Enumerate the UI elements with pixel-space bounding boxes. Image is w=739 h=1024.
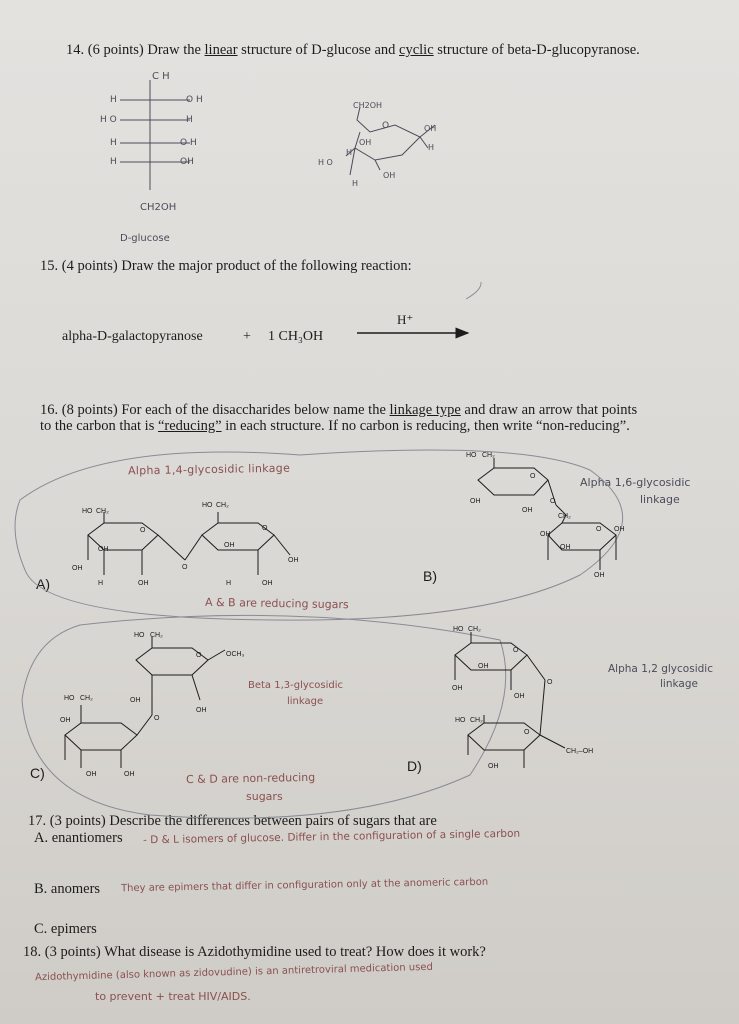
q18-answer-line-2: to prevent + treat HIV/AIDS. (95, 990, 251, 1003)
q17-a-answer: - D & L isomers of glucose. Differ in the configuration of a single carbon (142, 827, 521, 847)
b-oh-5: OH (560, 544, 571, 551)
d-ch2oh: CH₂–OH (566, 748, 594, 755)
c-oh-4: OH (86, 771, 97, 778)
q16-number: 16. (40, 402, 59, 418)
fischer-top: C H (152, 71, 170, 82)
answer-b-linkage: Alpha 1,6-glycosidic (580, 476, 691, 489)
q16-line1-pre: (8 points) For each of the disaccharides below name the (61, 402, 386, 418)
a-o-link: O (182, 564, 188, 571)
q17-a-label: A. enantiomers (34, 830, 123, 846)
q17-b-label: B. anomers (34, 881, 101, 897)
disaccharide-b (478, 458, 616, 570)
q14-cyclic: cyclic (399, 42, 434, 58)
a-oh-1: OH (98, 546, 109, 553)
q17-number: 17. (28, 813, 47, 829)
d-o-2: O (524, 729, 530, 736)
c-oh-2: OH (130, 697, 141, 704)
answer-b-linkage-2: linkage (640, 493, 680, 506)
a-h-1: H (98, 580, 104, 587)
d-o-link: O (547, 679, 553, 686)
b-oh-3: OH (614, 526, 625, 533)
b-oh-4: OH (540, 531, 551, 538)
b-ho: HO (466, 452, 477, 459)
c-ch2-1: CH₂ (150, 632, 163, 639)
c-ho-2: HO (64, 695, 75, 702)
chair-h-right: H (428, 143, 435, 152)
fischer-r2-left: H O (100, 115, 117, 125)
c-ho-1: HO (134, 632, 145, 639)
chair-oh-right: OH (424, 124, 437, 133)
a-ch2-2: CH₂ (216, 502, 229, 509)
d-ch2-2: CH₂ (470, 717, 483, 724)
c-oh-3: OH (60, 717, 71, 724)
fischer-r1-right: O H (186, 95, 203, 105)
d-ho-1: HO (453, 626, 464, 633)
c-oh-5: OH (124, 771, 135, 778)
fischer-bottom: CH2OH (140, 202, 177, 213)
label-d: D) (407, 758, 422, 774)
pencil-mark (466, 282, 481, 299)
b-o-1: O (530, 473, 536, 480)
a-oh-2: OH (72, 565, 83, 572)
fischer-r3-left: H (110, 138, 117, 148)
fischer-r4-left: H (110, 157, 117, 167)
chair-o: O (382, 121, 390, 131)
c-oh-1: OH (196, 707, 207, 714)
answer-cd-reducing-2: sugars (246, 790, 283, 803)
fischer-r1-left: H (110, 95, 117, 105)
fischer-projection-d-glucose (120, 80, 190, 190)
plus-sign: + (243, 329, 251, 344)
d-oh-1: OH (478, 663, 489, 670)
b-oh-2: OH (522, 507, 533, 514)
q14-linear: linear (204, 42, 238, 58)
answer-d-linkage-2: linkage (660, 678, 698, 690)
label-b: B) (423, 568, 437, 584)
c-och3: OCH₃ (226, 651, 245, 658)
reactant-2: 1 CH₃OH (268, 329, 324, 344)
q16-line2-pre: to the carbon that is (40, 418, 155, 434)
a-ho-2: HO (202, 502, 213, 509)
q17-text: (3 points) Describe the differences between pairs of sugars that are (49, 813, 437, 829)
q17-b-answer: They are epimers that differ in configuration only at the anomeric carbon (120, 876, 489, 895)
label-c: C) (30, 765, 45, 781)
c-ch2-2: CH₂ (80, 695, 93, 702)
disaccharide-d (455, 632, 565, 768)
b-o-link: O (550, 498, 556, 505)
a-oh-4: OH (224, 542, 235, 549)
q18-answer-line-1: Azidothymidine (also known as zidovudine) is an antiretroviral medication used (34, 961, 433, 984)
d-ch2-1: CH₂ (468, 626, 481, 633)
fischer-r4-right: OH (180, 157, 194, 167)
q14-mid: structure of D-glucose and (241, 42, 396, 58)
c-o-link: O (154, 715, 160, 722)
fischer-r2-right: H (186, 115, 193, 125)
a-o-1: O (140, 527, 146, 534)
circle-c-d (22, 615, 506, 818)
c-o-1: O (196, 652, 202, 659)
answer-c-linkage: Beta 1,3-glycosidic (248, 680, 344, 691)
d-oh-4: OH (488, 763, 499, 770)
label-a: A) (36, 576, 50, 592)
q16-line2-post: in each structure. If no carbon is reducing, then write “non-reducing”. (225, 418, 630, 434)
q15-text: (4 points) Draw the major product of the following reaction: (61, 258, 412, 274)
a-h-2: H (226, 580, 232, 587)
q16-line1-post: and draw an arrow that points (464, 402, 638, 418)
b-oh-1: OH (470, 498, 481, 505)
answer-d-linkage: Alpha 1,2 glycosidic (608, 663, 713, 675)
q18-number: 18. (23, 944, 42, 960)
answer-c-linkage-2: linkage (287, 696, 324, 707)
q14-number: 14. (66, 42, 85, 58)
chair-oh-in: OH (359, 138, 372, 147)
fischer-r3-right: O H (180, 138, 197, 148)
chair-h-bottom: H (352, 179, 359, 188)
reactant-1: alpha-D-galactopyranose (62, 329, 203, 344)
a-ch2-1: CH₂ (96, 508, 109, 515)
q14-pre: (6 points) Draw the (87, 42, 201, 58)
answer-a-linkage: Alpha 1,4-glycosidic linkage (127, 461, 291, 478)
catalyst: H⁺ (397, 312, 414, 327)
q16-reducing: “reducing” (157, 418, 222, 434)
a-oh-3: OH (138, 580, 149, 587)
b-oh-6: OH (594, 572, 605, 579)
q17-c-label: C. epimers (34, 921, 97, 937)
disaccharide-a (88, 512, 290, 575)
q16-linkage-type: linkage type (389, 402, 461, 418)
b-ch2-2: CH₂ (558, 513, 571, 520)
fischer-name: D-glucose (120, 233, 170, 244)
a-oh-5: OH (262, 580, 273, 587)
d-oh-2: OH (452, 685, 463, 692)
d-o-1: O (513, 647, 519, 654)
chair-ch2oh: CH2OH (353, 101, 383, 110)
answer-ab-reducing: A & B are reducing sugars (204, 595, 349, 612)
a-ho-1: HO (82, 508, 93, 515)
q18-text: (3 points) What disease is Azidothymidine used to treat? How does it work? (44, 944, 486, 960)
q14-post: structure of beta-D-glucopyranose. (437, 42, 640, 58)
chair-h-left: H (346, 148, 353, 157)
a-oh-6: OH (288, 557, 299, 564)
d-ho-2: HO (455, 717, 466, 724)
b-o-2: O (596, 526, 602, 533)
chair-ho: H O (318, 158, 333, 167)
b-ch2: CH₂ (482, 452, 495, 459)
answer-cd-reducing: C & D are non-reducing (185, 770, 316, 787)
a-o-2: O (262, 525, 268, 532)
chair-oh-bottom: OH (383, 171, 396, 180)
d-oh-3: OH (514, 693, 525, 700)
q15-number: 15. (40, 258, 59, 274)
